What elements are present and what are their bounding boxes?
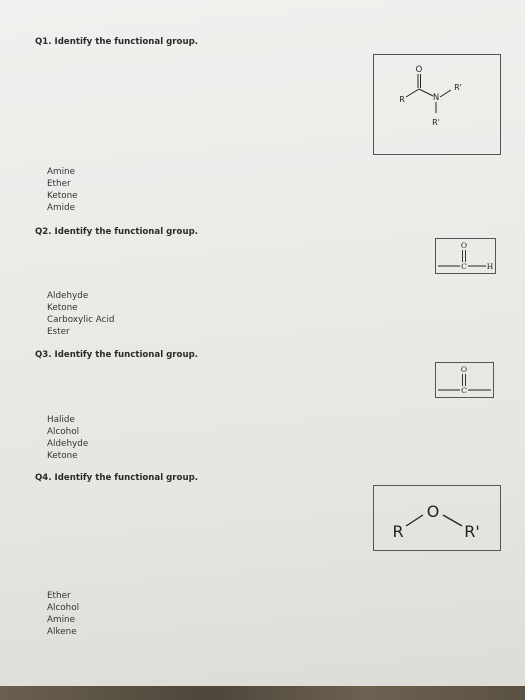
atom-o: O xyxy=(460,365,468,374)
option-ether[interactable]: Ether xyxy=(47,179,71,189)
option-ketone[interactable]: Ketone xyxy=(47,303,78,313)
atom-r-right: R' xyxy=(464,522,480,541)
question-3-options xyxy=(47,414,88,462)
option-alcohol[interactable]: Alcohol xyxy=(47,427,80,437)
option-ester[interactable]: Ester xyxy=(47,327,70,337)
question-2-options xyxy=(47,290,115,338)
question-3-prompt: Q3. Identify the functional group. xyxy=(35,350,198,360)
question-4-prompt: Q4. Identify the functional group. xyxy=(35,473,198,483)
option-ether[interactable]: Ether xyxy=(47,591,71,601)
ketone-structure-icon xyxy=(436,363,493,397)
question-3-structure-box xyxy=(435,362,494,398)
aldehyde-structure-icon xyxy=(436,239,495,273)
option-ketone[interactable]: Ketone xyxy=(47,451,78,461)
option-aldehyde[interactable]: Aldehyde xyxy=(47,439,89,449)
option-alkene[interactable]: Alkene xyxy=(47,627,77,637)
question-1-options xyxy=(47,166,78,214)
option-aldehyde[interactable]: Aldehyde xyxy=(47,291,89,301)
option-amine[interactable]: Amine xyxy=(47,167,76,177)
option-alcohol[interactable]: Alcohol xyxy=(47,603,80,613)
atom-r-right: R' xyxy=(454,83,462,92)
question-1-prompt: Q1. Identify the functional group. xyxy=(35,37,198,47)
question-4-options xyxy=(47,590,79,638)
atom-r-bottom: R' xyxy=(432,118,440,127)
option-amine[interactable]: Amine xyxy=(47,615,76,625)
atom-o: O xyxy=(426,502,440,521)
option-halide[interactable]: Halide xyxy=(47,415,75,425)
atom-c: C xyxy=(461,386,467,395)
atom-h: H xyxy=(486,262,494,271)
atom-n: N xyxy=(432,93,440,103)
question-1-structure-box xyxy=(373,54,501,155)
option-amide[interactable]: Amide xyxy=(47,203,76,213)
question-2-structure-box xyxy=(435,238,496,274)
ether-structure-icon xyxy=(374,486,500,550)
question-2-prompt: Q2. Identify the functional group. xyxy=(35,227,198,237)
option-carboxylic-acid[interactable]: Carboxylic Acid xyxy=(47,315,115,325)
atom-r-left: R xyxy=(392,522,404,541)
atom-o: O xyxy=(460,241,468,250)
atom-r-left: R xyxy=(399,95,405,104)
option-ketone[interactable]: Ketone xyxy=(47,191,78,201)
background-surface xyxy=(0,686,525,700)
amide-structure-icon xyxy=(374,55,500,154)
question-4-structure-box xyxy=(373,485,501,551)
atom-c: C xyxy=(461,262,467,271)
atom-o: O xyxy=(415,65,423,75)
